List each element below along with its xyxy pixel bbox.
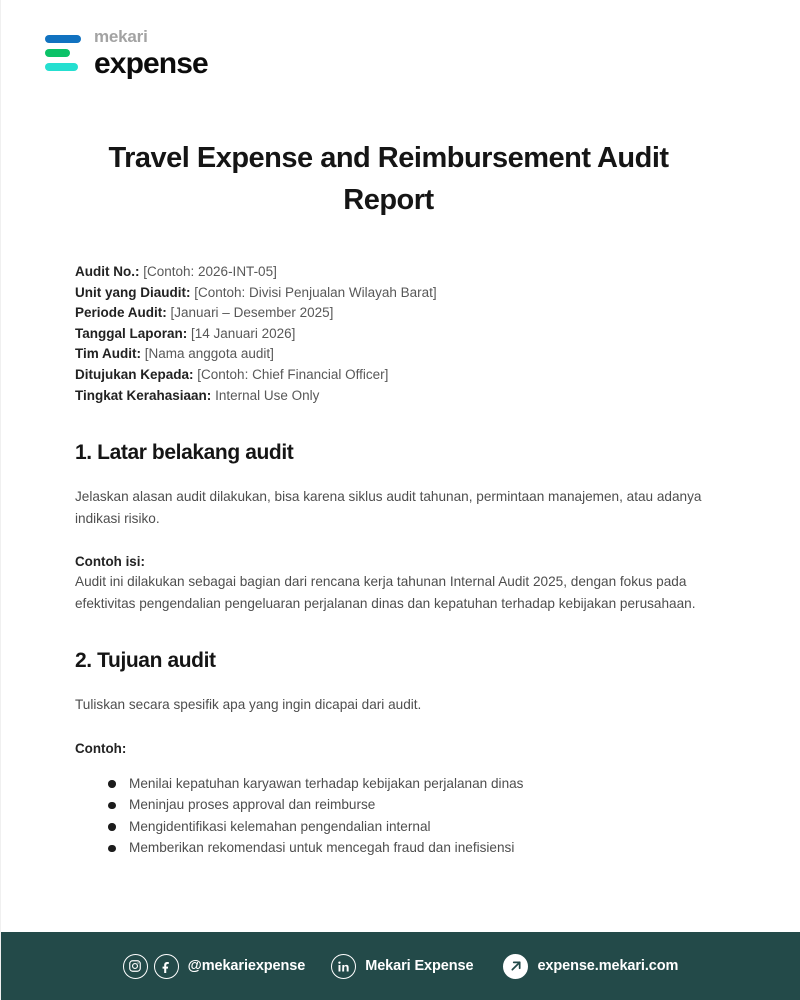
section-heading-2: 2. Tujuan audit (75, 649, 216, 673)
logo-bar-cyan-icon (45, 63, 78, 71)
metadata-row-tim-audit (75, 344, 730, 365)
metadata-row-kerahasiaan (75, 386, 730, 407)
metadata-value: [Contoh: Chief Financial Officer] (197, 367, 389, 383)
metadata-value: [Nama anggota audit] (144, 346, 274, 362)
metadata-value: [Januari – Desember 2025] (170, 305, 334, 321)
audit-metadata-block (75, 262, 730, 406)
section-2-intro: Tuliskan secara spesifik apa yang ingin dicapai dari audit. (75, 697, 422, 713)
metadata-row-audit-no (75, 262, 730, 283)
list-item: Menilai kepatuhan karyawan terhadap kebijakan perjalanan dinas (108, 773, 730, 795)
website-group (503, 954, 678, 979)
external-link-arrow-icon[interactable] (503, 954, 528, 979)
brand-header (1, 0, 800, 79)
list-item: Mengidentifikasi kelemahan pengendalian internal (108, 816, 730, 838)
list-item: Meninjau proses approval dan reimburse (108, 794, 730, 816)
linkedin-name[interactable]: Mekari Expense (365, 958, 474, 974)
linkedin-icon[interactable] (331, 954, 356, 979)
metadata-value: [14 Januari 2026] (191, 325, 296, 341)
linkedin-group (331, 954, 473, 979)
document-body (1, 79, 800, 932)
section-1-example-label: Contoh isi: (75, 554, 145, 570)
brand-wordmark (94, 28, 208, 79)
metadata-row-tanggal (75, 324, 730, 345)
metadata-label: Ditujukan Kepada: (75, 367, 194, 383)
section-1-intro: Jelaskan alasan audit dilakukan, bisa karena siklus audit tahunan, permintaan manajemen, atau adanya indikasi risiko. (75, 489, 702, 526)
metadata-label: Tanggal Laporan: (75, 325, 188, 341)
metadata-row-ditujukan-kepada (75, 365, 730, 386)
section-1-example-body: Audit ini dilakukan sebagai bagian dari rencana kerja tahunan Internal Audit 2025, dengan fokus pada efektivitas pengendalian pengeluaran perjalanan dinas dan kepatuhan terhadap kebijakan perusahaan. (75, 574, 696, 611)
section-heading-1: 1. Latar belakang audit (75, 441, 294, 465)
logo-bar-green-icon (45, 49, 70, 57)
metadata-row-periode (75, 303, 730, 324)
metadata-label: Audit No.: (75, 264, 140, 280)
metadata-label: Tingkat Kerahasiaan: (75, 387, 212, 403)
section-2-example-label: Contoh: (75, 740, 127, 756)
metadata-label: Periode Audit: (75, 305, 167, 321)
objectives-list (75, 773, 730, 859)
metadata-row-unit (75, 283, 730, 304)
social-handle-group (123, 954, 306, 979)
metadata-value: Internal Use Only (215, 387, 320, 403)
instagram-handle[interactable]: @mekariexpense (187, 958, 306, 974)
list-item: Memberikan rekomendasi untuk mencegah fraud dan inefisiensi (108, 837, 730, 859)
instagram-icon[interactable] (123, 954, 148, 979)
brand-product-name: expense (94, 47, 208, 80)
metadata-label: Tim Audit: (75, 346, 141, 362)
metadata-label: Unit yang Diaudit: (75, 284, 191, 300)
metadata-value: [Contoh: Divisi Penjualan Wilayah Barat] (194, 284, 437, 300)
brand-company-name: mekari (94, 27, 148, 46)
website-url[interactable]: expense.mekari.com (537, 958, 679, 974)
page-title: Travel Expense and Reimbursement Audit Report (108, 142, 669, 217)
facebook-icon[interactable] (154, 954, 179, 979)
metadata-value: [Contoh: 2026-INT-05] (143, 264, 277, 280)
logo-bar-blue-icon (45, 35, 81, 43)
mekari-logo-mark (45, 28, 81, 71)
footer-bar (1, 932, 800, 1000)
